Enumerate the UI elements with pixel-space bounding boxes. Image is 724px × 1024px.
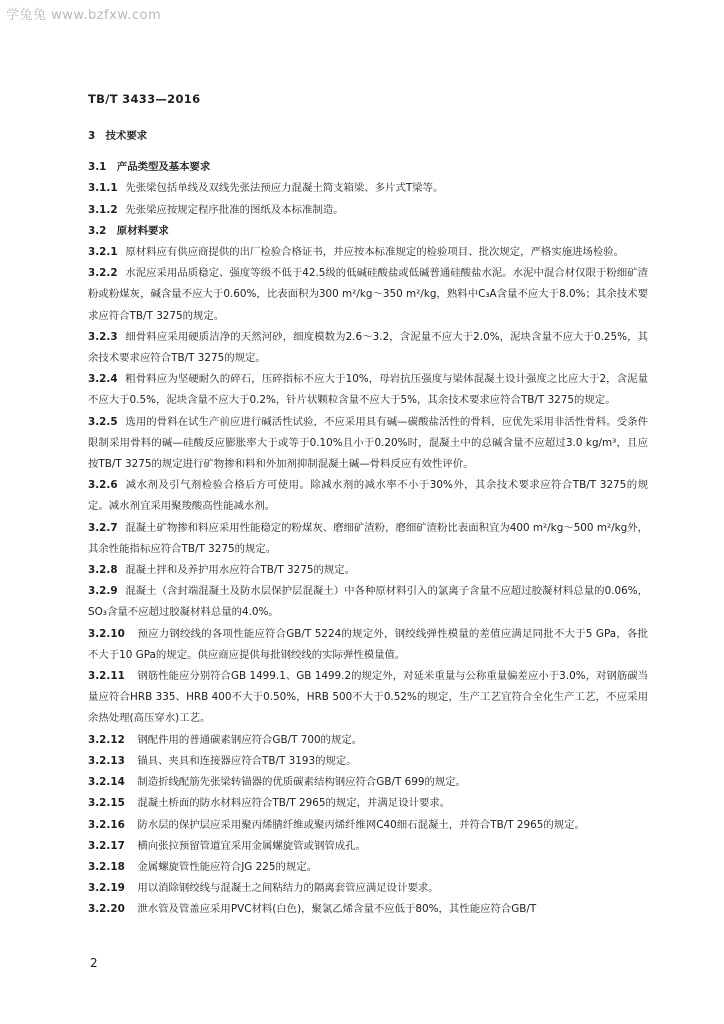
subsection-title: 3.1 产品类型及基本要求 bbox=[88, 161, 211, 174]
clause bbox=[88, 327, 648, 369]
clause-number: 3.2.17 bbox=[88, 839, 125, 852]
clause-number: 3.2.20 bbox=[88, 903, 125, 916]
clause-number: 3.2.3 bbox=[88, 330, 118, 343]
clause-number: 3.2.15 bbox=[88, 797, 125, 810]
clause-text: 制造折线配筋先张梁转锚器的优质碳素结构钢应符合GB/T 699的规定。 bbox=[137, 776, 467, 789]
clause-text: 原材料应有供应商提供的出厂检验合格证书，并应按本标准规定的检验项目、批次规定，严格实施进场检验。 bbox=[125, 246, 625, 259]
clause bbox=[88, 878, 648, 899]
clause-number: 3.2.10 bbox=[88, 627, 125, 640]
clause-text: 泄水管及管盖应采用PVC材料(白色)，聚氯乙烯含量不应低于80%，其性能应符合GB/T bbox=[137, 903, 537, 916]
section-title: 3 技术要求 bbox=[88, 130, 148, 142]
clause-text: 用以消除钢绞线与混凝土之间粘结力的隔离套管应满足设计要求。 bbox=[137, 882, 439, 895]
clause-number: 3.2.14 bbox=[88, 776, 125, 789]
clause-text: 预应力钢绞线的各项性能应符合GB/T 5224的规定外，钢绞线弹性模量的差值应满足同批不大于5 GPa，各批不大于10 GPa的规定。供应商应提供每批钢绞线的实际弹性模量值。 bbox=[88, 627, 648, 661]
clause-number: 3.2.13 bbox=[88, 754, 125, 767]
clause bbox=[88, 857, 648, 878]
clause bbox=[88, 263, 648, 327]
clause-number: 3.2.9 bbox=[88, 585, 118, 598]
clause bbox=[88, 624, 648, 666]
document-body bbox=[88, 126, 648, 921]
clause-number: 3.2.18 bbox=[88, 860, 125, 873]
clause-text: 锚具、夹具和连接器应符合TB/T 3193的规定。 bbox=[137, 754, 357, 767]
clause-number: 3.2.7 bbox=[88, 521, 118, 534]
clause-text: 先张梁应按规定程序批准的图纸及本标准制造。 bbox=[125, 203, 344, 216]
clause bbox=[88, 730, 648, 751]
clause bbox=[88, 815, 648, 836]
clause-text: 水泥应采用品质稳定、强度等级不低于42.5级的低碱硅酸盐或低碱普通硅酸盐水泥。水泥中混合材仅限于粉细矿渣粉或粉煤灰，碱含量不应大于0.60%，比表面积为300 m²/kg～350 m²/kg，熟料中C₃A含量不应大于8.0%；其余技术要求应符合TB/T 3275的规定。 bbox=[88, 267, 648, 322]
clause-text: 细骨料应采用硬质洁净的天然河砂，细度模数为2.6～3.2，含泥量不应大于2.0%，泥块含量不应大于0.25%，其余技术要求应符合TB/T 3275的规定。 bbox=[88, 330, 648, 365]
clause-number: 3.2.12 bbox=[88, 733, 125, 746]
clause bbox=[88, 772, 648, 793]
clause bbox=[88, 518, 648, 560]
clause bbox=[88, 242, 648, 263]
clause-number: 3.2.6 bbox=[88, 479, 118, 492]
page-number: 2 bbox=[90, 956, 98, 970]
clause bbox=[88, 581, 648, 623]
clause-text: 钢筋性能应分别符合GB 1499.1、GB 1499.2的规定外，对延米重量与公称重量偏差应小于3.0%，对钢筋碳当量应符合HRB 335、HRB 400不大于0.50%，HRB 500不大于0.52%的规定，生产工艺宜符合全化生产工艺，不应采用余热处理(高压穿水)工艺。 bbox=[88, 670, 648, 725]
clause-text: 减水剂及引气剂检验合格后方可使用。除减水剂的减水率不小于30%外，其余技术要求应符合TB/T 3275的规定。减水剂宜采用聚羧酸高性能减水剂。 bbox=[88, 479, 648, 513]
clause-text: 选用的骨料在试生产前应进行碱活性试验，不应采用具有碱—碳酸盐活性的骨料，应优先采用非活性骨料。受条件限制采用骨料的碱—硅酸反应膨胀率大于或等于0.10%且小于0.20%时，混凝土中的总碱含量不应超过3.0 kg/m³，且应按TB/T 3275的规定进行矿物掺和料和外加剂抑制混凝土碱—骨料反应有效性评价。 bbox=[88, 415, 648, 471]
clause-text: 混凝土桥面的防水材料应符合TB/T 2965的规定，并满足设计要求。 bbox=[137, 797, 451, 810]
clause-number: 3.1.2 bbox=[88, 203, 118, 216]
clause-text: 金属螺旋管性能应符合JG 225的规定。 bbox=[137, 860, 318, 873]
clause bbox=[88, 666, 648, 730]
clause bbox=[88, 412, 648, 476]
clause-number: 3.2.4 bbox=[88, 373, 118, 386]
watermark: 学兔兔 www.bzfxw.com bbox=[6, 8, 162, 23]
clause bbox=[88, 369, 648, 411]
clause-number: 3.1.1 bbox=[88, 182, 118, 195]
clause-text: 混凝土矿物掺和料应采用性能稳定的粉煤灰、磨细矿渣粉，磨细矿渣粉比表面积宜为400 m²/kg～500 m²/kg外，其余性能指标应符合TB/T 3275的规定。 bbox=[88, 521, 649, 555]
clause bbox=[88, 475, 648, 517]
clause-text: 钢配件用的普通碳素钢应符合GB/T 700的规定。 bbox=[137, 733, 363, 746]
clause bbox=[88, 178, 648, 199]
clause-text: 先张梁包括单线及双线先张法预应力混凝土简支箱梁、多片式T梁等。 bbox=[125, 182, 444, 195]
clause-number: 3.2.2 bbox=[88, 267, 118, 280]
clause-text: 横向张拉预留管道宜采用金属螺旋管或钢管成孔。 bbox=[137, 839, 366, 852]
clause bbox=[88, 793, 648, 814]
clause bbox=[88, 200, 648, 221]
clause-number: 3.2.1 bbox=[88, 246, 118, 259]
clause-number: 3.2.5 bbox=[88, 415, 118, 428]
clause bbox=[88, 899, 648, 920]
subsection-title: 3.2 原材料要求 bbox=[88, 224, 169, 237]
standard-header: TB/T 3433—2016 bbox=[88, 92, 201, 106]
clause-text: 混凝土（含封端混凝土及防水层保护层混凝土）中各种原材料引入的氯离子含量不应超过胶凝材料总量的0.06%，SO₃含量不应超过胶凝材料总量的4.0%。 bbox=[88, 585, 648, 619]
clause bbox=[88, 836, 648, 857]
clause-text: 混凝土拌和及养护用水应符合TB/T 3275的规定。 bbox=[125, 564, 356, 577]
clause bbox=[88, 560, 648, 581]
clause-text: 粗骨料应为坚硬耐久的碎石，压碎指标不应大于10%，母岩抗压强度与梁体混凝土设计强度之比应大于2，含泥量不应大于0.5%，泥块含量不应大于0.2%，针片状颗粒含量不应大于5%，其余技术要求应符合TB/T 3275的规定。 bbox=[88, 373, 648, 407]
clause-number: 3.2.19 bbox=[88, 882, 125, 895]
clause-number: 3.2.16 bbox=[88, 818, 125, 831]
clause-text: 防水层的保护层应采用聚丙烯腈纤维或聚丙烯纤维网C40细石混凝土，并符合TB/T 2965的规定。 bbox=[137, 818, 585, 831]
clause bbox=[88, 751, 648, 772]
clause-number: 3.2.11 bbox=[88, 670, 125, 683]
clause-number: 3.2.8 bbox=[88, 564, 118, 577]
